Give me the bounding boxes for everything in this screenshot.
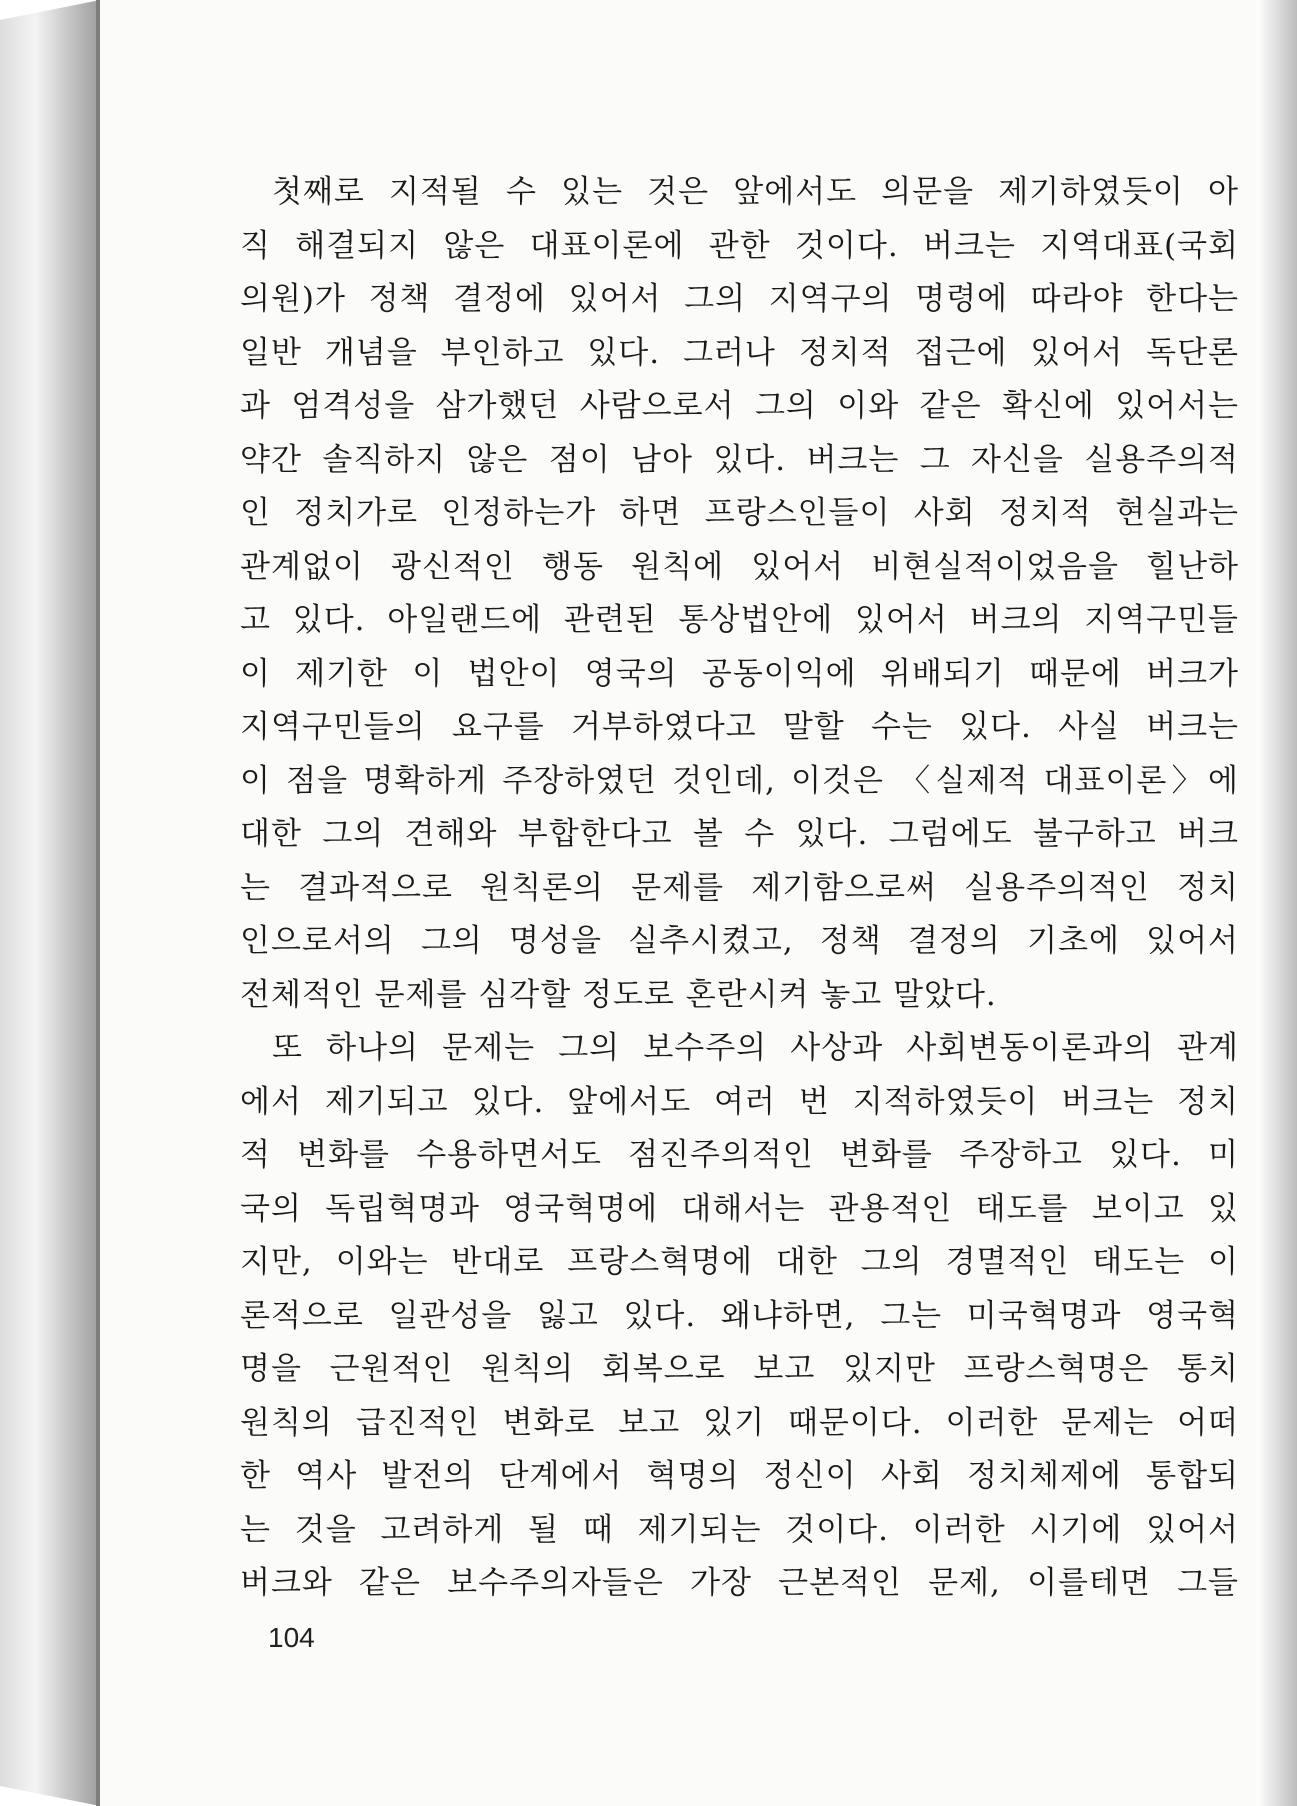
text-line: 는 것을 고려하게 될 때 제기되는 것이다. 이러한 시기에 있어서 bbox=[240, 1511, 1239, 1548]
text-line: 이 제기한 이 법안이 영국의 공동이익에 위배되기 때문에 버크가 bbox=[240, 655, 1239, 692]
text-line: 지역구민들의 요구를 거부하였다고 말할 수는 있다. 사실 버크는 bbox=[240, 709, 1239, 745]
text-line: 일반 개념을 부인하고 있다. 그러나 정치적 접근에 있어서 독단론 bbox=[240, 334, 1239, 371]
text-line: 론적으로 일관성을 잃고 있다. 왜냐하면, 그는 미국혁명과 영국혁 bbox=[240, 1297, 1239, 1334]
text-line: 관계없이 광신적인 행동 원칙에 있어서 비현실적이었음을 힐난하 bbox=[240, 548, 1239, 585]
text-line: 국의 독립혁명과 영국혁명에 대해서는 관용적인 태도를 보이고 있 bbox=[240, 1190, 1239, 1227]
text-line: 의원)가 정책 결정에 있어서 그의 지역구의 명령에 따라야 한다는 bbox=[240, 281, 1239, 317]
text-line: 첫째로 지적될 수 있는 것은 앞에서도 의문을 제기하였듯이 아 bbox=[272, 174, 1239, 210]
text-line: 적 변화를 수용하면서도 점진주의적인 변화를 주장하고 있다. 미 bbox=[240, 1137, 1239, 1173]
text-line: 버크와 같은 보수주의자들은 가장 근본적인 문제, 이를테면 그들 bbox=[240, 1565, 1239, 1601]
body-text bbox=[240, 166, 1239, 1611]
text-line: 고 있다. 아일랜드에 관련된 통상법안에 있어서 버크의 지역구민들 bbox=[240, 602, 1239, 638]
text-line: 약간 솔직하지 않은 점이 남아 있다. 버크는 그 자신을 실용주의적 bbox=[240, 441, 1239, 478]
book-page bbox=[100, 0, 1257, 1806]
text-line: 대한 그의 견해와 부합한다고 볼 수 있다. 그럼에도 불구하고 버크 bbox=[240, 816, 1239, 852]
text-line: 명을 근원적인 원칙의 회복으로 보고 있지만 프랑스혁명은 통치 bbox=[240, 1351, 1239, 1387]
text-line: 인 정치가로 인정하는가 하면 프랑스인들이 사회 정치적 현실과는 bbox=[240, 495, 1239, 531]
text-line: 직 해결되지 않은 대표이론에 관한 것이다. 버크는 지역대표(국회 bbox=[240, 227, 1239, 264]
page-shadow bbox=[1257, 0, 1297, 1806]
page-number: 104 bbox=[268, 1622, 315, 1653]
text-line: 이 점을 명확하게 주장하였던 것인데, 이것은 〈실제적 대표이론〉에 bbox=[240, 762, 1239, 799]
text-line: 에서 제기되고 있다. 앞에서도 여러 번 지적하였듯이 버크는 정치 bbox=[240, 1083, 1239, 1120]
text-line: 한 역사 발전의 단계에서 혁명의 정신이 사회 정치체제에 통합되 bbox=[240, 1458, 1239, 1494]
text-line: 과 엄격성을 삼가했던 사람으로서 그의 이와 같은 확신에 있어서는 bbox=[240, 388, 1239, 424]
text-line: 또 하나의 문제는 그의 보수주의 사상과 사회변동이론과의 관계 bbox=[272, 1030, 1239, 1066]
text-line: 지만, 이와는 반대로 프랑스혁명에 대한 그의 경멸적인 태도는 이 bbox=[240, 1244, 1239, 1280]
text-line: 는 결과적으로 원칙론의 문제를 제기함으로써 실용주의적인 정치 bbox=[240, 869, 1239, 906]
text-line: 인으로서의 그의 명성을 실추시켰고, 정책 결정의 기초에 있어서 bbox=[240, 923, 1239, 959]
book-edge bbox=[0, 0, 100, 1806]
text-line: 전체적인 문제를 심각할 정도로 혼란시켜 놓고 말았다. bbox=[240, 976, 997, 1013]
text-line: 원칙의 급진적인 변화로 보고 있기 때문이다. 이러한 문제는 어떠 bbox=[240, 1404, 1239, 1441]
